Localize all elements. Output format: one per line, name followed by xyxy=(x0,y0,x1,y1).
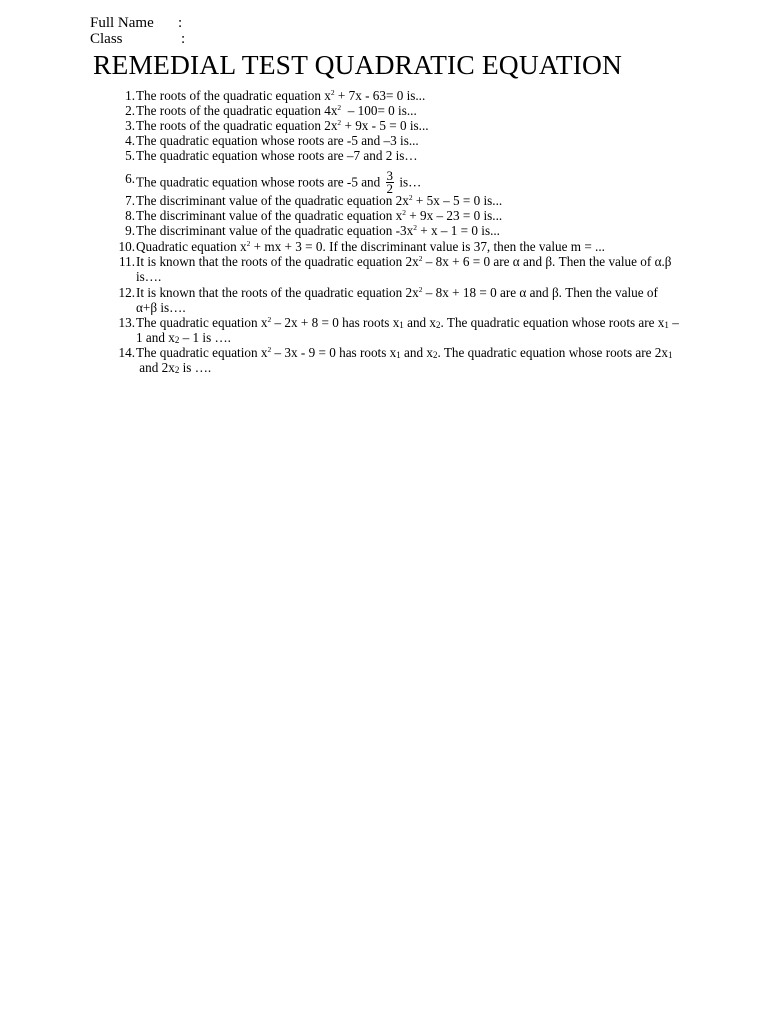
class-colon: : xyxy=(181,31,186,47)
question-text: It is known that the roots of the quadratic equation $2x^2 - 8x + 6 = 0$ are α and β. Then the value of α.β is…. xyxy=(136,254,672,284)
question-text: The discriminant value of the quadratic equation $x^2 + 9x - 23 = 0$ is... xyxy=(136,208,503,223)
full-name-colon: : xyxy=(178,15,183,31)
question-number: 13. xyxy=(118,315,135,330)
full-name-field xyxy=(90,15,183,31)
question-number: 12. xyxy=(118,285,135,300)
question-number: 14. xyxy=(118,345,135,360)
class-field xyxy=(90,31,186,47)
question-number: 11. xyxy=(119,254,135,269)
question-number: 5. xyxy=(125,148,135,163)
question-number: 10. xyxy=(118,239,135,254)
question-text: The quadratic equation whose roots are -5 and –3 is... xyxy=(136,133,419,148)
question-text: The roots of the quadratic equation $2x^2 + 9x - 5 = 0$ is... xyxy=(136,118,429,133)
question-text: The quadratic equation $x^2 - 3x - 9 = 0$ has roots $x_1$ and $x_2$. The quadratic equation whose roots are $2x_1$ and $2x_2$ is …. xyxy=(136,345,673,375)
question-number: 8. xyxy=(125,208,135,223)
question-text: The quadratic equation whose roots are –7 and 2 is… xyxy=(136,148,418,163)
question-number: 3. xyxy=(125,118,135,133)
question-number: 6. xyxy=(125,171,135,186)
question-text: The quadratic equation whose roots are -5 and $\frac{3}{2}$ is… xyxy=(136,168,422,196)
question-text: Quadratic equation $x^2$ + mx + 3 = 0. If the discriminant value is 37, then the value m = ... xyxy=(136,239,605,254)
question-text: The roots of the quadratic equation $x^2 + 7x - 63= 0$ is... xyxy=(136,88,426,103)
question-number: 7. xyxy=(125,193,135,208)
fraction: $\frac{3}{2}$ xyxy=(386,168,394,196)
page-title: REMEDIAL TEST QUADRATIC EQUATION xyxy=(93,49,623,80)
question-number: 1. xyxy=(125,88,135,103)
question-text: The discriminant value of the quadratic equation $2x^2 + 5x - 5 = 0$ is... xyxy=(136,193,503,208)
question-text: The roots of the quadratic equation $4x^2 - 100= 0$ is... xyxy=(136,103,417,118)
question-number: 9. xyxy=(125,223,135,238)
class-label: Class xyxy=(90,31,123,47)
full-name-label: Full Name xyxy=(90,15,154,31)
question-text: The discriminant value of the quadratic equation $-3x^2 + x - 1 = 0$ is... xyxy=(136,223,500,238)
question-number: 4. xyxy=(125,133,135,148)
question-number: 2. xyxy=(125,103,135,118)
question-text: It is known that the roots of the quadratic equation $2x^2 - 8x + 18 = 0$ are α and β. Then the value of α+β is…. xyxy=(136,285,658,315)
question-text: The quadratic equation $x^2 - 2x + 8 = 0$ has roots $x_1$ and $x_2$. The quadratic equation whose roots are $x_1 - 1$ and $x_2 - 1$ is …. xyxy=(136,315,679,345)
